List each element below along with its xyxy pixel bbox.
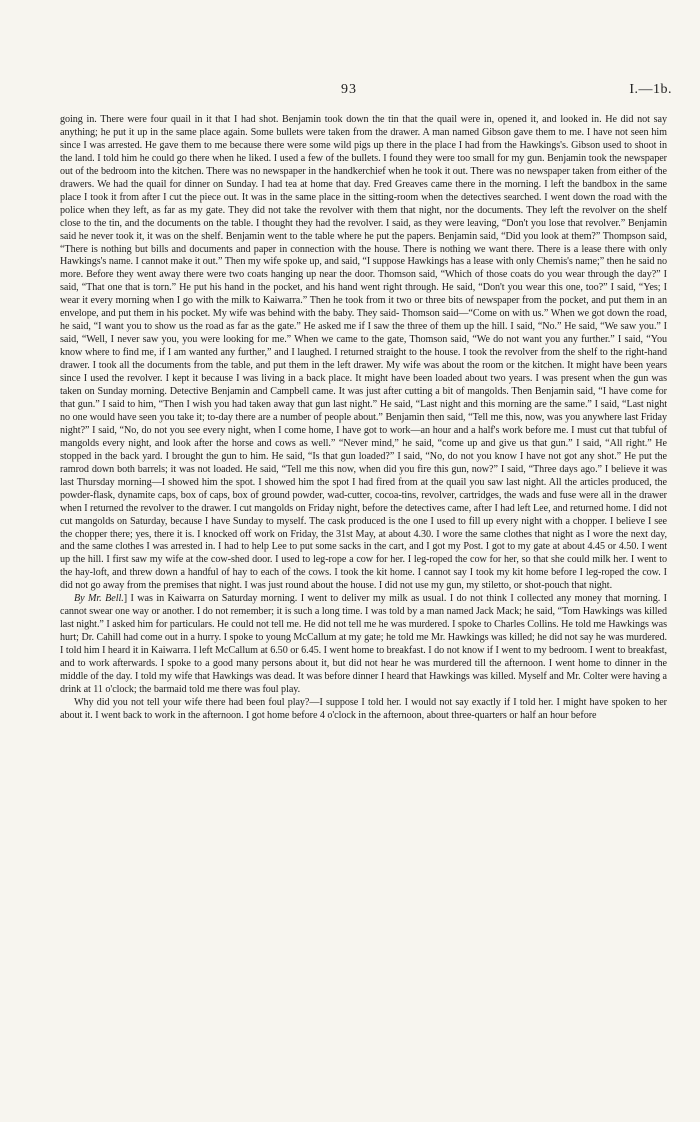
examiner-label: By Mr. Bell. bbox=[74, 593, 124, 605]
document-reference: I.—1b. bbox=[629, 82, 672, 97]
paragraph-cross-examination bbox=[60, 593, 667, 697]
paragraph-text: ] I was in Kaiwarra on Saturday morning. I went to deliver my milk as usual. I do not think I collected any money that morning. I cannot swear one way or another. I do not remember; it is such a long time. I was told by a man named Jack Mack; he said, “Tom Hawkings was killed last night.” I asked him for particulars. He could not tell me. He did not tell me he was murdered. I spoke to Charles Collins. He told me Hawkings was hurt; Dr. Cahill had come out in a hurry. I spoke to young McCallum at my gate; he told me Mr. Hawkings was killed; he did not say he was murdered. I told him I heard it in Kaiwarra. I left McCallum at 6.50 or 6.45. I went home to breakfast. I do not know if I went to my bedroom. I went to breakfast, and to work afterwards. I spoke to a good many persons about it, but did not hear he was murdered till the afternoon. I went home to dinner in the middle of the day. I told my wife that Hawkings was dead. It was before dinner I heard that Hawkings was killed. Myself and Mr. Colter were having a drink at 11 o'clock; the barmaid told me there was foul play. bbox=[60, 593, 667, 695]
document-body bbox=[60, 114, 667, 723]
paragraph-testimony: going in. There were four quail in it that I had shot. Benjamin took down the tin that the quail were in, opened it, and looked in. He did not say anything; he put it up in the same place again. Some bullets were taken from the drawer. A man named Gibson gave them to me. I have not seen him since I was arrested. He gave them to me because there were some wild pigs up there in the place I had from the Hawkings's. Gibson used to shoot in the land. I told him he could go there when he liked. I used a few of the bullets. I found they were too small for my gun. Benjamin took the newspaper out of the bedroom into the kitchen. There was no newspaper in the handkerchief when he took it out. There was no newspaper taken from either of the drawers. We had the quail for dinner on Sunday. I had tea at home that day. Fred Greaves came there in the morning. I left the bandbox in the same place I took it from after I cut the piece out. It was in the same place in the sitting-room when the detectives searched. I went down the road with the police when they left, as far as my gate. They did not take the revolver with them that night, nor the documents. They left the revolver on the shelf close to the tin, and the documents on the table. I thought they had the revolver. I said, as they were leaving, “Don't you lose that revolver.” Benjamin said he never took it, it was on the shelf. Benjamin went to the table where he put the papers. Benjamin said, “Did you look at them?” Thompson said, “There is nothing but bills and documents and paper in connection with the house. There is nothing we want there. There is a lease there with only Hawkings's name. I cannot make it out.” Then my wife spoke up, and said, “I suppose Hawkings has a lease with only Chemis's name;” then he said no more. Before they went away there were two coats hanging up near the door. Thomson said, “Which of those coats do you wear through the day?” I said, “That one that is torn.” He put his hand in the pocket, and his hand went right through. He said, “Don't you wear this one, too?” I said, “Yes; I wear it every morning when I go with the milk to Kaiwarra.” Then he took from it two or three bits of newspaper from the pocket, and put them in an envelope, and put them in his pocket. My wife was behind with the baby. They said- Thomson said—“Come on with us.” When we got down the road, he said, “I want you to show us the road as far as the gate.” He asked me if I saw the three of them up the hill. I said, “No.” He said, “We saw you.” I said, “Well, I never saw you, you were looking for me.” When we came to the gate, Thomson said, “We do not want you any further.” I said, “You know where to find me, if I am wanted any further,” and I laughed. I returned straight to the house. I took the revolver from the shelf to the right-hand drawer. I took all the documents from the table, and put them in the left drawer. My wife was about the room or the kitchen. It might have been years since I used the revolver. I kept it because I was living in a back place. It might have been loaded about two years. I was present when the gun was taken on Sunday morning. Detective Benjamin and Campbell came. It was just after cutting a bit of mangolds. Then Benjamin said, “I have come for that gun.” I said to him, “Then I wish you had taken away that gun last night.” He said, “Last night and this morning are the same.” I said, “Last night no one would have seen you take it; to-day there are a number of people about.” Benjamin then said, “Tell me this, now, was you anywhere last Friday night?” I said, “No, do not you see every night, when I come home, I have got to work—an hour and a half's work before me. I must cut that tubful of mangolds every night, and look after the horse and cows as well.” “Never mind,” he said, “come up and give us that gun.” I said, “All right.” He stopped in the back yard. I brought the gun to him. He said, “Is that gun loaded?” I said, “No, do not you know I have not got any shot.” He put the ramrod down both barrels; it was not loaded. He said, “Tell me this now, when did you fire this gun, now?” I said, “Three days ago.” I believe it was last Thursday morning—I showed him the spot. I showed him the spot I had fired from at the quail you saw last night. All the articles produced, the powder-flask, dynamite caps, box of caps, box of ground powder, wad-cutter, cocoa-tins, revolver, cartridges, the wads and fuse were all in the drawer when I returned the revolver to the drawer. I cut mangolds on Friday night, before the detectives came, after I had left Lee, and returned home. I did not cut mangolds on Saturday, because I have Sunday to myself. The cask produced is the one I used to fill up every night with a chopper. I believe I see the chopper there; yes, there it is. I knocked off work on Friday, the 31st May, at about 4.30. I wore the same clothes that night as I wore the next day, and the same clothes I was arrested in. I had to help Lee to put some sacks in the cart, and I got my Post. I got to my gate at about 4.45 or 4.50. I went up the hill. I first saw my wife at the cow-shed door. I used to leg-rope a cow for her. I leg-roped the cow for her, so that she could milk her. I went to the hay-loft, and threw down a handful of hay to each of the cows. I took the kit home. I cannot say I took my kit home before I leg-roped the cow. I did not go away from the premises that night. I was just round about the house. I did not use my gun, my stiletto, or shot-pouch that night. bbox=[60, 114, 667, 592]
page-header bbox=[60, 82, 672, 102]
page-number: 93 bbox=[341, 82, 357, 97]
paragraph-question: Why did you not tell your wife there had been foul play?—I suppose I told her. I would not say exactly if I told her. I might have spoken to her about it. I went back to work in the afternoon. I got home before 4 o'clock in the afternoon, about three-quarters or half an hour before bbox=[60, 696, 667, 721]
